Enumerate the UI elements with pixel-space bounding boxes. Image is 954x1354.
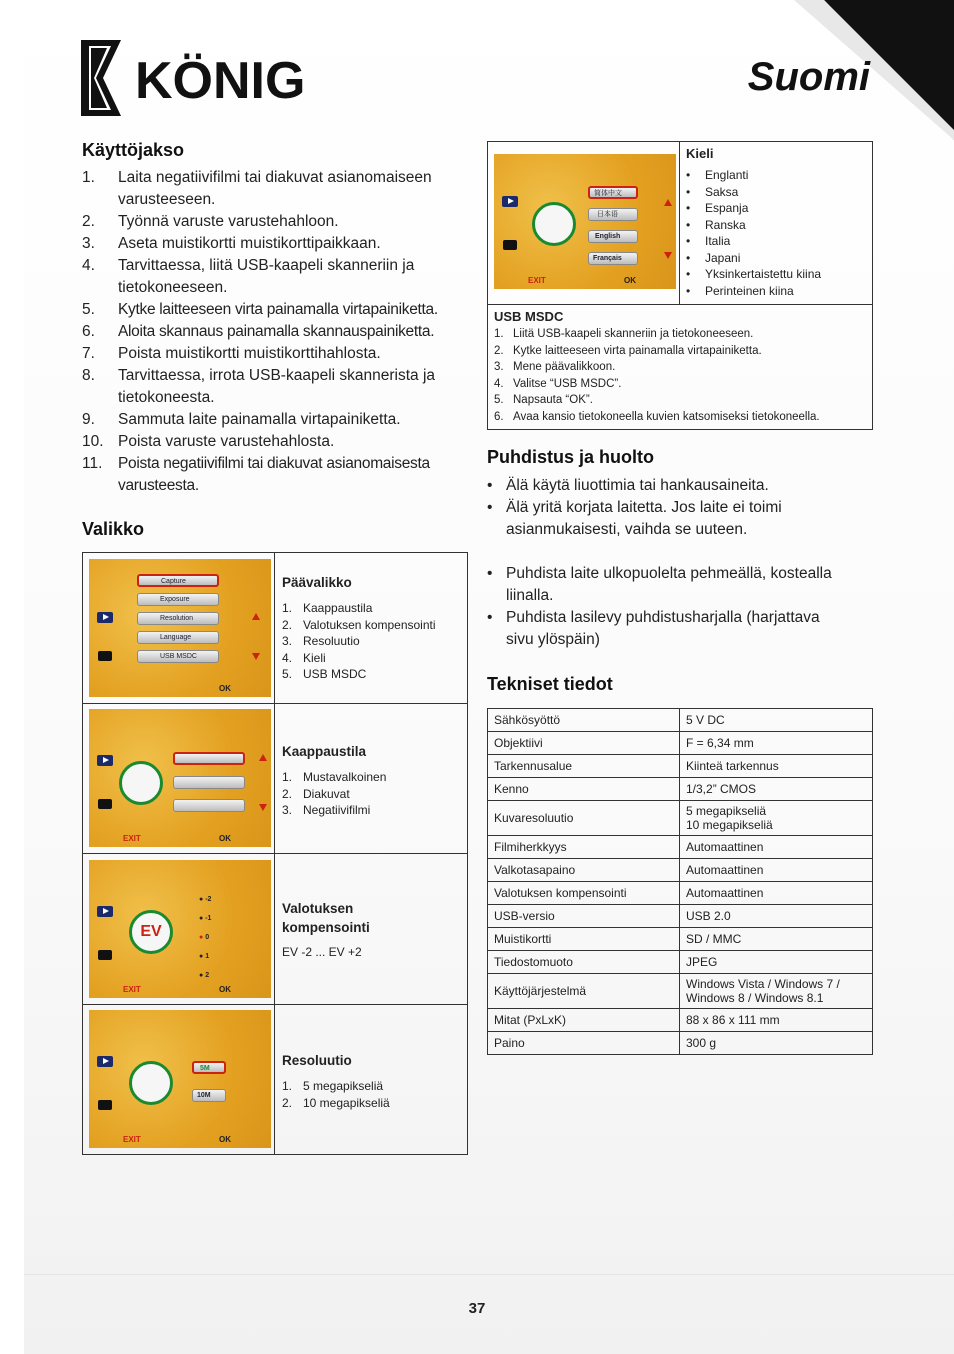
page-number: 37 — [468, 1300, 486, 1317]
item-number: 1. — [282, 1079, 293, 1093]
screen-ok-label: OK — [219, 684, 231, 693]
ev-level-label: -1 — [205, 915, 212, 922]
menu-list-item — [282, 1078, 459, 1095]
ev-level-label: 0 — [205, 934, 210, 941]
step-text: Tarvittaessa, irrota USB-kaapeli skannerista ja tietokoneesta. — [118, 367, 436, 406]
ev-range-text: EV -2 ... EV +2 — [282, 945, 362, 959]
ev-level — [199, 966, 211, 985]
usage-step — [82, 343, 472, 365]
language-item — [686, 266, 866, 283]
menu-option-language: Language — [137, 631, 219, 644]
play-icon — [502, 196, 518, 207]
spec-value: Automaattinen — [680, 859, 873, 882]
menu-row-items — [282, 1078, 459, 1111]
capture-option-3 — [173, 799, 245, 812]
spec-value: Windows Vista / Windows 7 / Windows 8 / Windows 8.1 — [680, 974, 873, 1009]
item-text: 5 megapikseliä — [303, 1079, 384, 1093]
screen-ok-label: OK — [624, 276, 636, 285]
item-number: 1. — [282, 770, 293, 784]
spec-label: Tarkennusalue — [488, 755, 680, 778]
step-number: 5. — [494, 394, 504, 406]
spec-value: Kiinteä tarkennus — [680, 755, 873, 778]
usb-row — [488, 305, 873, 430]
menu-list-item — [282, 666, 459, 683]
step-text: Työnnä varuste varustehahloon. — [118, 213, 339, 230]
menu-list-item — [282, 633, 459, 650]
bullet-icon: • — [686, 234, 691, 248]
usb-step — [494, 392, 866, 409]
spec-value: 300 g — [680, 1032, 873, 1055]
up-arrow-icon — [252, 613, 260, 620]
usage-step — [82, 365, 472, 409]
language-option-4: Français — [588, 252, 638, 265]
menu-option-exposure: Exposure — [137, 593, 219, 606]
screen-ok-label: OK — [219, 834, 231, 843]
care-bullets-a — [487, 475, 887, 541]
step-text: Sammuta laite painamalla virtapainiketta. — [118, 411, 401, 428]
spec-label: Muistikortti — [488, 928, 680, 951]
screen-capture-mode — [89, 709, 271, 847]
spec-label: Kenno — [488, 778, 680, 801]
menu-list-item — [282, 802, 459, 819]
item-text: Kieli — [303, 650, 326, 665]
spec-label: Filmiherkkyys — [488, 836, 680, 859]
step-number: 2. — [82, 213, 95, 230]
spec-row — [488, 755, 873, 778]
language-item — [686, 283, 866, 300]
konig-logo — [81, 40, 336, 116]
care-title: Puhdistus ja huolto — [487, 447, 654, 467]
step-number: 4. — [494, 377, 504, 390]
bullet-icon: • — [686, 184, 691, 199]
spec-label: USB-versio — [488, 905, 680, 928]
screen-resolution — [89, 1010, 271, 1148]
resolution-option-10m: 10M — [192, 1089, 226, 1102]
item-number: 3. — [282, 803, 293, 817]
bullet-icon: • — [686, 201, 691, 215]
step-number: 6. — [82, 323, 95, 340]
spec-row — [488, 951, 873, 974]
step-text: Mene päävalikkoon. — [513, 361, 616, 373]
step-text: Avaa kansio tietokoneella kuvien katsomiseksi tietokoneella. — [513, 410, 820, 423]
step-text: Liitä USB-kaapeli skanneriin ja tietokoneeseen. — [513, 328, 754, 340]
item-text: USB MSDC — [303, 667, 367, 681]
usage-step — [82, 321, 472, 343]
screen-exit-label: EXIT — [123, 834, 141, 843]
item-text: Negatiivifilmi — [303, 803, 371, 817]
ev-level — [199, 909, 211, 928]
care-bullet — [487, 563, 887, 607]
spec-value: SD / MMC — [680, 928, 873, 951]
step-number: 3. — [494, 361, 504, 373]
screen-ok-label: OK — [219, 1135, 231, 1144]
footer-divider — [24, 1274, 954, 1275]
resolution-option-5m: 5M — [192, 1061, 226, 1074]
item-text: Ranska — [705, 217, 746, 232]
usage-step — [82, 299, 472, 321]
bullet-icon: • — [487, 565, 493, 582]
item-number: 2. — [282, 617, 293, 632]
step-number: 1. — [82, 169, 95, 186]
usage-steps — [82, 167, 472, 497]
language-icon — [532, 202, 576, 246]
ev-level — [199, 890, 211, 909]
capture-option-1 — [173, 752, 245, 765]
usb-step — [494, 326, 866, 343]
step-number: 4. — [82, 257, 95, 274]
item-number: 2. — [282, 786, 293, 801]
item-text: Englanti — [705, 168, 749, 182]
menu-row-capture — [83, 704, 468, 854]
step-text: Poista varuste varustehahlosta. — [118, 433, 335, 450]
spec-label: Valkotasapaino — [488, 859, 680, 882]
item-text: Saksa — [705, 184, 739, 199]
specs-table — [487, 708, 873, 1055]
language-title: Kieli — [686, 146, 714, 161]
camera-icon — [98, 799, 112, 809]
usage-step — [82, 453, 472, 497]
usage-step — [82, 233, 472, 255]
item-text: 10 megapikseliä — [303, 1095, 390, 1110]
step-number: 2. — [494, 344, 504, 357]
capture-option-2 — [173, 776, 245, 789]
menu-row-title: Kaappaustila — [282, 744, 367, 759]
spec-row — [488, 882, 873, 905]
language-list — [686, 167, 866, 299]
menu-option-usb: USB MSDC — [137, 650, 219, 663]
camera-icon — [98, 651, 112, 661]
step-text: Laita negatiivifilmi tai diakuvat asianomaiseen varusteeseen. — [118, 169, 432, 208]
usage-step — [82, 409, 472, 431]
spec-row — [488, 859, 873, 882]
camera-icon — [98, 950, 112, 960]
menu-list-item — [282, 617, 459, 634]
ev-levels — [199, 890, 211, 985]
care-text: Älä käytä liuottimia tai hankausaineita. — [506, 477, 769, 494]
spec-label: Objektiivi — [488, 732, 680, 755]
ev-dot-icon: ● — [199, 934, 206, 941]
menu-row-items — [282, 600, 459, 683]
menu-row-title: Resoluutio — [282, 1053, 352, 1068]
bullet-icon: • — [686, 283, 691, 298]
step-text: Kytke laitteeseen virta painamalla virtapainiketta. — [513, 344, 762, 357]
usb-step — [494, 343, 866, 360]
play-icon — [97, 755, 113, 766]
step-text: Napsauta “OK”. — [513, 394, 593, 406]
spec-label: Valotuksen kompensointi — [488, 882, 680, 905]
step-number: 5. — [82, 301, 95, 318]
care-text: Puhdista lasilevy puhdistusharjalla (harjattava sivu ylöspäin) — [506, 609, 820, 648]
menu-list-item — [282, 769, 459, 786]
step-text: Poista negatiivifilmi tai diakuvat asianomaisesta varusteesta. — [118, 455, 430, 494]
language-usb-table — [487, 141, 873, 430]
item-text: Italia — [705, 234, 731, 248]
step-text: Aseta muistikortti muistikorttipaikkaan. — [118, 235, 381, 252]
spec-label: Tiedostomuoto — [488, 951, 680, 974]
spec-row — [488, 974, 873, 1009]
step-text: Valitse “USB MSDC”. — [513, 377, 622, 390]
ev-dot-icon: ● — [199, 915, 206, 922]
film-mode-icon — [119, 761, 163, 805]
item-text: Mustavalkoinen — [303, 770, 387, 784]
usb-title: USB MSDC — [494, 309, 564, 324]
step-number: 8. — [82, 367, 95, 384]
spec-value: 5 V DC — [680, 709, 873, 732]
step-text: Kytke laitteeseen virta painamalla virtapainiketta. — [118, 301, 438, 318]
menu-option-capture: Capture — [137, 574, 219, 587]
care-bullet — [487, 607, 887, 651]
step-text: Aloita skannaus painamalla skannauspainiketta. — [118, 323, 435, 340]
play-icon — [97, 906, 113, 917]
item-text: Kaappaustila — [303, 601, 373, 615]
ev-dot-icon: ● — [199, 896, 206, 903]
language-item — [686, 233, 866, 250]
step-number: 3. — [82, 235, 95, 252]
step-number: 9. — [82, 411, 95, 428]
spec-row — [488, 778, 873, 801]
specs-title: Tekniset tiedot — [487, 674, 613, 694]
step-number: 10. — [82, 433, 104, 450]
bullet-icon: • — [686, 267, 691, 281]
spec-value: 5 megapikseliä 10 megapikseliä — [680, 801, 873, 836]
up-arrow-icon — [259, 754, 267, 761]
bullet-icon: • — [487, 477, 493, 494]
item-text: Valotuksen kompensointi — [303, 617, 436, 632]
usb-step — [494, 409, 866, 426]
screen-ok-label: OK — [219, 985, 231, 994]
bullet-icon: • — [686, 217, 691, 232]
ev-dot-icon: ● — [199, 972, 206, 979]
usage-step — [82, 255, 472, 299]
item-text: Yksinkertaistettu kiina — [705, 267, 822, 281]
spec-row — [488, 801, 873, 836]
care-text: Älä yritä korjata laitetta. Jos laite ei toimi asianmukaisesti, vaihda se uuteen. — [506, 499, 782, 538]
menu-table — [82, 552, 468, 1155]
screen-language — [494, 154, 676, 289]
spec-label: Kuvaresoluutio — [488, 801, 680, 836]
care-bullets-b — [487, 563, 887, 651]
usage-step — [82, 431, 472, 453]
ev-level-label: -2 — [205, 896, 212, 903]
item-text: Perinteinen kiina — [705, 283, 794, 298]
menu-title: Valikko — [82, 519, 145, 539]
language-item — [686, 184, 866, 201]
spec-value: 88 x 86 x 111 mm — [680, 1009, 873, 1032]
menu-row-exposure — [83, 854, 468, 1005]
spec-label: Käyttöjärjestelmä — [488, 974, 680, 1009]
language-option-2: 日本语 — [588, 208, 638, 221]
spec-row — [488, 905, 873, 928]
screen-exit-label: EXIT — [123, 985, 141, 994]
care-bullet — [487, 475, 887, 497]
menu-row-resolution — [83, 1005, 468, 1155]
menu-list-item — [282, 1095, 459, 1112]
menu-row-title: Päävalikko — [282, 575, 352, 590]
bullet-icon: • — [686, 250, 691, 265]
camera-icon — [98, 1100, 112, 1110]
spec-row — [488, 1032, 873, 1055]
spec-label: Paino — [488, 1032, 680, 1055]
ev-level — [199, 947, 211, 966]
down-arrow-icon — [664, 252, 672, 259]
spec-row — [488, 928, 873, 951]
ev-icon: EV — [129, 910, 173, 954]
menu-list-item — [282, 600, 459, 617]
ev-level-label: 1 — [205, 953, 210, 960]
spec-row — [488, 709, 873, 732]
language-item — [686, 167, 866, 184]
spec-value: 1/3,2” CMOS — [680, 778, 873, 801]
language-option-1: 简体中文 — [588, 186, 638, 199]
screen-exit-label: EXIT — [528, 276, 546, 285]
up-arrow-icon — [664, 199, 672, 206]
play-icon — [97, 612, 113, 623]
spec-label: Sähkösyöttö — [488, 709, 680, 732]
step-number: 6. — [494, 410, 504, 423]
bullet-icon: • — [487, 609, 493, 626]
menu-list-item — [282, 650, 459, 667]
screen-exit-label: EXIT — [123, 1135, 141, 1144]
usage-step — [82, 211, 472, 233]
spec-value: JPEG — [680, 951, 873, 974]
usb-steps — [494, 326, 866, 425]
spec-value: Automaattinen — [680, 836, 873, 859]
spec-value: USB 2.0 — [680, 905, 873, 928]
spec-label: Mitat (PxLxK) — [488, 1009, 680, 1032]
menu-row-items — [282, 769, 459, 819]
item-text: Japani — [705, 250, 741, 265]
ev-level — [199, 928, 211, 947]
language-item — [686, 250, 866, 267]
step-number: 7. — [82, 345, 95, 362]
item-number: 4. — [282, 650, 293, 665]
usage-step — [82, 167, 472, 211]
spec-value: F = 6,34 mm — [680, 732, 873, 755]
ev-level-label: 2 — [205, 972, 210, 979]
step-number: 11. — [82, 455, 103, 472]
item-number: 5. — [282, 667, 293, 681]
menu-list-item — [282, 786, 459, 803]
item-text: Espanja — [705, 201, 749, 215]
language-item — [686, 200, 866, 217]
item-text: Diakuvat — [303, 786, 350, 801]
item-number: 1. — [282, 601, 293, 615]
down-arrow-icon — [259, 804, 267, 811]
spec-value: Automaattinen — [680, 882, 873, 905]
spec-row — [488, 732, 873, 755]
language-title: Suomi — [747, 55, 870, 99]
menu-row-title: Valotuksen kompensointi — [282, 901, 370, 935]
item-text: Resoluutio — [303, 634, 360, 648]
spec-row — [488, 836, 873, 859]
menu-row-main — [83, 553, 468, 704]
step-text: Tarvittaessa, liitä USB-kaapeli skanneriin ja tietokoneeseen. — [118, 257, 415, 296]
camera-icon — [503, 240, 517, 250]
down-arrow-icon — [252, 653, 260, 660]
step-text: Poista muistikortti muistikorttihahlosta. — [118, 345, 381, 362]
usb-step — [494, 376, 866, 393]
screen-exposure — [89, 860, 271, 998]
bullet-icon: • — [686, 168, 691, 182]
language-item — [686, 217, 866, 234]
care-text: Puhdista laite ulkopuolelta pehmeällä, kostealla liinalla. — [506, 565, 832, 604]
brand-text: KÖNIG — [135, 52, 306, 110]
bullet-icon: • — [487, 499, 493, 516]
care-bullet — [487, 497, 887, 541]
step-number: 1. — [494, 328, 504, 340]
item-number: 2. — [282, 1095, 293, 1110]
usb-step — [494, 359, 866, 376]
language-row — [488, 142, 873, 305]
ev-dot-icon: ● — [199, 953, 206, 960]
play-icon — [97, 1056, 113, 1067]
usage-title: Käyttöjakso — [82, 140, 185, 160]
screen-main-menu — [89, 559, 271, 697]
menu-option-resolution: Resolution — [137, 612, 219, 625]
spec-row — [488, 1009, 873, 1032]
resolution-icon — [129, 1061, 173, 1105]
language-option-3: English — [588, 230, 638, 243]
item-number: 3. — [282, 634, 293, 648]
